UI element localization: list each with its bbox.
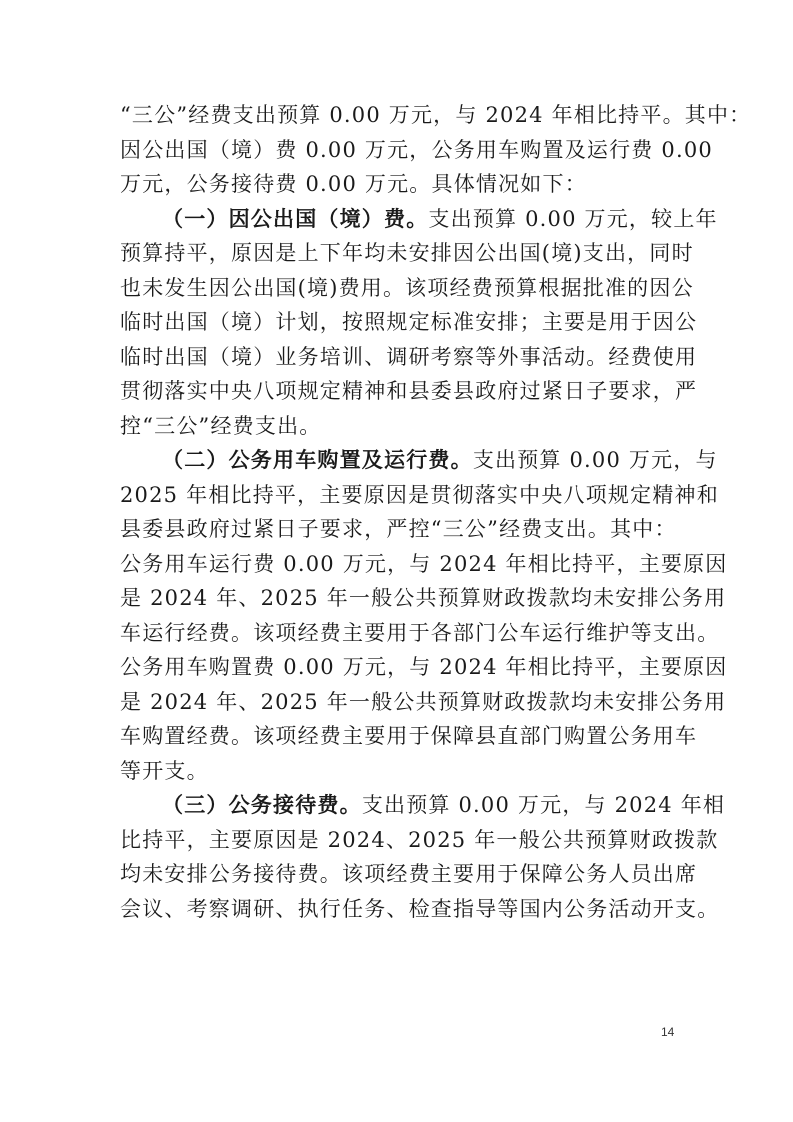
section3-line-2: 均未安排公务接待费。该项经费主要用于保障公务人员出席	[120, 862, 698, 886]
section1-first-line-text: 支出预算 0.00 万元，较上年	[428, 206, 718, 231]
section3-first-line	[120, 788, 726, 823]
section1-line-3: 临时出国（境）计划，按照规定标准安排；主要是用于因公	[120, 310, 698, 334]
document-body	[120, 98, 752, 926]
section2-line-7: 是 2024 年、2025 年一般公共预算财政拨款均未安排公务用	[120, 689, 727, 714]
intro-line-3: 万元，公务接待费 0.00 万元。具体情况如下：	[120, 172, 587, 196]
section1-heading: （一）因公出国（境）费。	[162, 205, 429, 231]
section2-line-8: 车购置经费。该项经费主要用于保障县直部门购置公务用车	[120, 724, 698, 748]
section2-line-2: 县委县政府过紧日子要求，严控“三公”经费支出。其中：	[120, 517, 677, 541]
section2-line-4: 是 2024 年、2025 年一般公共预算财政拨款均未安排公务用	[120, 586, 727, 610]
section3-line-1: 比持平，主要原因是 2024、2025 年一般公共预算财政拨款	[120, 827, 719, 852]
section2-heading: （二）公务用车购置及运行费。	[162, 447, 473, 472]
section2-line-1: 2025 年相比持平，主要原因是贯彻落实中央八项规定精神和	[120, 482, 719, 507]
section1-line-2: 也未发生因公出国(境)费用。该项经费预算根据批准的因公	[120, 275, 694, 300]
section2-first-line-text: 支出预算 0.00 万元，与	[472, 448, 718, 472]
section3-heading: （三）公务接待费。	[162, 792, 362, 817]
section1-line-4: 临时出国（境）业务培训、调研考察等外事活动。经费使用	[120, 344, 698, 369]
section2-first-line	[120, 443, 718, 478]
section2-line-3: 公务用车运行费 0.00 万元，与 2024 年相比持平，主要原因	[120, 551, 728, 576]
section1-line-5: 贯彻落实中央八项规定精神和县委县政府过紧日子要求，严	[120, 379, 698, 403]
section2-line-5: 车运行经费。该项经费主要用于各部门公车运行维护等支出。	[120, 620, 720, 645]
page-number: 14	[661, 1025, 675, 1039]
intro-line-2: 因公出国（境）费 0.00 万元，公务用车购置及运行费 0.00	[120, 137, 713, 162]
section1-first-line	[120, 202, 718, 237]
intro-line-1: “三公”经费支出预算 0.00 万元，与 2024 年相比持平。其中：	[120, 103, 752, 127]
section1-line-6: 控“三公”经费支出。	[120, 413, 322, 438]
section3-line-3: 会议、考察调研、执行任务、检查指导等国内公务活动开支。	[120, 896, 720, 921]
section1-line-1: 预算持平，原因是上下年均未安排因公出国(境)支出，同时	[120, 241, 694, 265]
section2-line-9: 等开支。	[120, 758, 209, 783]
section3-first-line-text: 支出预算 0.00 万元，与 2024 年相	[361, 793, 726, 817]
section2-line-6: 公务用车购置费 0.00 万元，与 2024 年相比持平，主要原因	[120, 655, 728, 679]
